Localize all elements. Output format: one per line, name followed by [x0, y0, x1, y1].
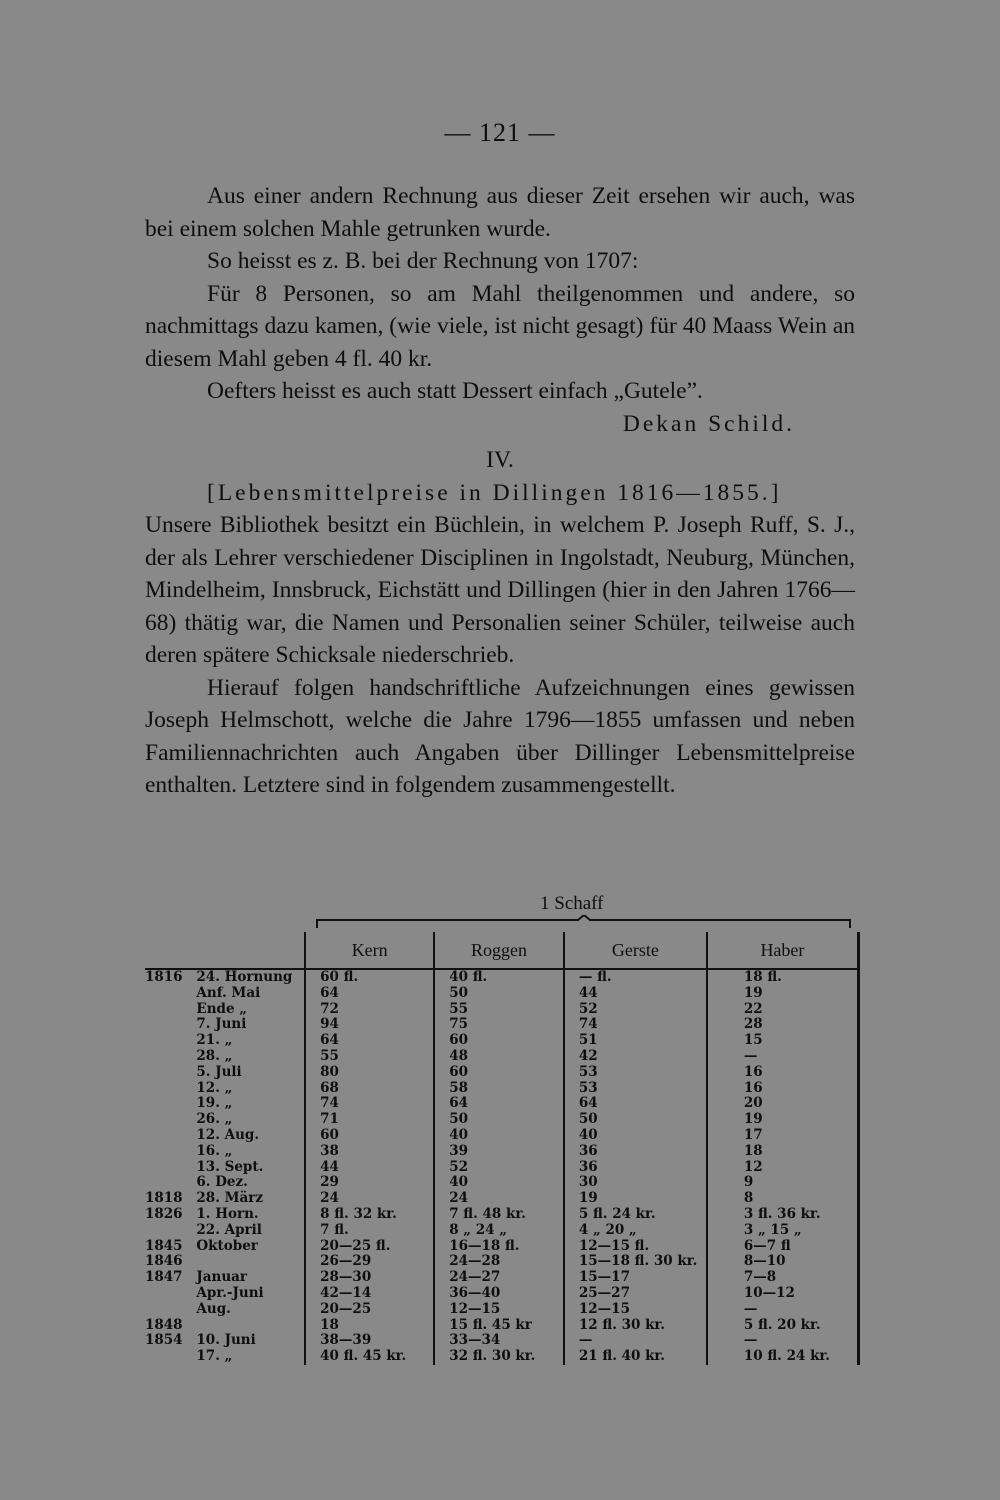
- roggen-price: 24—28: [434, 1254, 564, 1270]
- table-row: [145, 969, 859, 986]
- haber-price: 19: [707, 986, 859, 1002]
- haber-price: 28: [707, 1017, 859, 1033]
- haber-price: 20: [707, 1096, 859, 1112]
- row-year: [145, 1223, 193, 1239]
- haber-price: —: [707, 1049, 859, 1065]
- table-row: [145, 1017, 859, 1033]
- roggen-price: 12—15: [434, 1302, 564, 1318]
- kern-price: 40 fl. 45 kr.: [305, 1349, 434, 1365]
- row-year: [145, 986, 193, 1002]
- row-date: 28. „: [193, 1049, 305, 1065]
- row-year: 1818: [145, 1190, 183, 1207]
- table-row: [145, 1081, 859, 1097]
- roggen-price: 8 „ 24 „: [434, 1223, 564, 1239]
- kern-price: 80: [305, 1065, 434, 1081]
- gerste-price: 12—15 fl.: [564, 1239, 707, 1255]
- haber-price: 15: [707, 1033, 859, 1049]
- table-row: [145, 986, 859, 1002]
- kern-price: 72: [305, 1002, 434, 1018]
- roggen-price: 60: [434, 1065, 564, 1081]
- row-year: [145, 1175, 193, 1191]
- row-date: 16. „: [193, 1144, 305, 1160]
- kern-price: 44: [305, 1160, 434, 1176]
- row-date: 26. „: [193, 1112, 305, 1128]
- haber-price: 18 fl.: [707, 969, 859, 986]
- table-row: [145, 1270, 859, 1286]
- kern-price: 20—25: [305, 1302, 434, 1318]
- table-row: [145, 1033, 859, 1049]
- kern-price: 55: [305, 1049, 434, 1065]
- column-header: Kern: [305, 932, 434, 969]
- table-row: [145, 1318, 859, 1334]
- table-row: [145, 1191, 859, 1207]
- gerste-price: —: [564, 1333, 707, 1349]
- haber-price: 18: [707, 1144, 859, 1160]
- row-date: 7. Juni: [193, 1017, 305, 1033]
- roggen-price: 39: [434, 1144, 564, 1160]
- table-row: [145, 1002, 859, 1018]
- table-row: [145, 1175, 859, 1191]
- kern-price: 74: [305, 1096, 434, 1112]
- row-year: [145, 1128, 193, 1144]
- gerste-price: 15—17: [564, 1270, 707, 1286]
- gerste-price: 51: [564, 1033, 707, 1049]
- haber-price: 22: [707, 1002, 859, 1018]
- row-year: 1854: [145, 1332, 183, 1349]
- row-year: 1846: [145, 1253, 183, 1270]
- table-unit-label: 1 Schaff: [540, 893, 604, 914]
- haber-price: 16: [707, 1065, 859, 1081]
- haber-price: 10—12: [707, 1286, 859, 1302]
- row-date: 21. „: [193, 1033, 305, 1049]
- row-year: [145, 1160, 193, 1176]
- row-date: 6. Dez.: [193, 1175, 305, 1191]
- price-table: [145, 932, 860, 1365]
- kern-price: 68: [305, 1081, 434, 1097]
- row-year: 1816: [145, 969, 193, 986]
- table-row: [145, 1112, 859, 1128]
- kern-price: 38—39: [305, 1333, 434, 1349]
- roggen-price: 7 fl. 48 kr.: [434, 1207, 564, 1223]
- roggen-price: 24—27: [434, 1270, 564, 1286]
- row-year: [145, 1349, 193, 1365]
- roggen-price: 36—40: [434, 1286, 564, 1302]
- paragraph-6: Hierauf folgen handschriftliche Aufzeichnungen eines gewissen Joseph Helmschott, welche die Jahre 1796—1855 umfassen und neben Familiennachrichten auch Angaben über Dillinger Lebensmittelpreise enthalten. Letztere sind in folgendem zusammengestellt.: [145, 674, 855, 798]
- paragraph-3: Für 8 Personen, so am Mahl theilgenommen und andere, so nachmittags dazu kamen, (wie viele, ist nicht gesagt) für 40 Maass Wein an diesem Mahl geben 4 fl. 40 kr.: [145, 280, 855, 372]
- gerste-price: 30: [564, 1175, 707, 1191]
- row-date: Apr.-Juni: [193, 1286, 305, 1302]
- kern-price: 42—14: [305, 1286, 434, 1302]
- row-year: [145, 1144, 193, 1160]
- table-row: [145, 1349, 859, 1365]
- roggen-price: 64: [434, 1096, 564, 1112]
- table-row: [145, 1239, 859, 1255]
- row-year: 1847: [145, 1269, 183, 1286]
- gerste-price: 53: [564, 1065, 707, 1081]
- row-date: 13. Sept.: [193, 1160, 305, 1176]
- roggen-price: 15 fl. 45 kr: [434, 1318, 564, 1334]
- kern-price: 60 fl.: [305, 969, 434, 986]
- roggen-price: 55: [434, 1002, 564, 1018]
- haber-price: 17: [707, 1128, 859, 1144]
- haber-price: —: [707, 1302, 859, 1318]
- table-row: [145, 1223, 859, 1239]
- row-year: [145, 1302, 193, 1318]
- table-row: [145, 1160, 859, 1176]
- paragraph-2: So heisst es z. B. bei der Rechnung von 1707:: [207, 248, 639, 274]
- row-year: [145, 1002, 193, 1018]
- roggen-price: 40: [434, 1128, 564, 1144]
- row-date: 5. Juli: [193, 1065, 305, 1081]
- kern-price: 18: [305, 1318, 434, 1334]
- row-date: Anf. Mai: [193, 986, 305, 1002]
- paragraph-1: Aus einer andern Rechnung aus dieser Zeit ersehen wir auch, was bei einem solchen Mahle getrunken wurde.: [145, 183, 855, 242]
- haber-price: 3 „ 15 „: [707, 1223, 859, 1239]
- row-date: 28. März: [193, 1191, 305, 1207]
- haber-price: 3 fl. 36 kr.: [707, 1207, 859, 1223]
- row-date: 10. Juni: [193, 1333, 305, 1349]
- gerste-price: 50: [564, 1112, 707, 1128]
- row-year: [145, 1033, 193, 1049]
- row-date: [193, 1318, 305, 1334]
- page-number: — 121 —: [444, 118, 556, 147]
- gerste-price: 15—18 fl. 30 kr.: [564, 1254, 707, 1270]
- haber-price: 6—7 fl: [707, 1239, 859, 1255]
- section-number: IV.: [486, 447, 514, 473]
- roggen-price: 60: [434, 1033, 564, 1049]
- row-year: [145, 1065, 193, 1081]
- row-year: [145, 1096, 193, 1112]
- row-date: 24. Hornung: [193, 969, 305, 986]
- gerste-price: 64: [564, 1096, 707, 1112]
- kern-price: 20—25 fl.: [305, 1239, 434, 1255]
- body-text: [145, 180, 855, 802]
- kern-price: 38: [305, 1144, 434, 1160]
- roggen-price: 50: [434, 1112, 564, 1128]
- gerste-price: 4 „ 20 „: [564, 1223, 707, 1239]
- row-date: 22. April: [193, 1223, 305, 1239]
- gerste-price: 40: [564, 1128, 707, 1144]
- column-header: Gerste: [564, 932, 707, 969]
- table-row: [145, 1254, 859, 1270]
- roggen-price: 58: [434, 1081, 564, 1097]
- table-body: [145, 969, 859, 1365]
- table-header-row: [145, 932, 859, 969]
- row-date: Januar: [193, 1270, 305, 1286]
- gerste-price: 52: [564, 1002, 707, 1018]
- gerste-price: 36: [564, 1144, 707, 1160]
- roggen-price: 16—18 fl.: [434, 1239, 564, 1255]
- gerste-price: 42: [564, 1049, 707, 1065]
- paragraph-4: Oefters heisst es auch statt Dessert einfach „Gutele”.: [207, 378, 703, 404]
- row-date: 17. „: [193, 1349, 305, 1365]
- row-year: 1848: [145, 1316, 183, 1333]
- gerste-price: 36: [564, 1160, 707, 1176]
- table-row: [145, 1207, 859, 1223]
- row-year: [145, 1081, 193, 1097]
- row-year: 1826: [145, 1205, 183, 1222]
- haber-price: 7—8: [707, 1270, 859, 1286]
- haber-price: 12: [707, 1160, 859, 1176]
- row-date: 19. „: [193, 1096, 305, 1112]
- column-header: Roggen: [434, 932, 564, 969]
- header-blank: [145, 932, 305, 969]
- row-date: Aug.: [193, 1302, 305, 1318]
- kern-price: 71: [305, 1112, 434, 1128]
- gerste-price: 12 fl. 30 kr.: [564, 1318, 707, 1334]
- roggen-price: 52: [434, 1160, 564, 1176]
- kern-price: 7 fl.: [305, 1223, 434, 1239]
- row-date: Oktober: [193, 1239, 305, 1255]
- signature: Dekan Schild.: [622, 410, 795, 437]
- roggen-price: 32 fl. 30 kr.: [434, 1349, 564, 1365]
- kern-price: 64: [305, 986, 434, 1002]
- haber-price: 10 fl. 24 kr.: [707, 1349, 859, 1365]
- column-header: Haber: [707, 932, 859, 969]
- kern-price: 26—29: [305, 1254, 434, 1270]
- table-row: [145, 1049, 859, 1065]
- gerste-price: 19: [564, 1191, 707, 1207]
- roggen-price: 40: [434, 1175, 564, 1191]
- kern-price: 29: [305, 1175, 434, 1191]
- paragraph-5: Unsere Bibliothek besitzt ein Büchlein, in welchem P. Joseph Ruff, S. J., der als Lehrer verschiedener Disciplinen in Ingolstadt, Neuburg, München, Mindelheim, Innsbruck, Eichstätt und Dillingen (hier in den Jahren 1766—68) thätig war, die Namen und Personalien seiner Schüler, teilweise auch deren spätere Schicksale niederschrieb.: [145, 512, 855, 668]
- gerste-price: 53: [564, 1081, 707, 1097]
- gerste-price: 44: [564, 986, 707, 1002]
- roggen-price: 24: [434, 1191, 564, 1207]
- haber-price: 9: [707, 1175, 859, 1191]
- row-year: [145, 1049, 193, 1065]
- row-year: [145, 1017, 193, 1033]
- table-row: [145, 1128, 859, 1144]
- haber-price: 19: [707, 1112, 859, 1128]
- kern-price: 28—30: [305, 1270, 434, 1286]
- table-row: [145, 1096, 859, 1112]
- haber-price: 8—10: [707, 1254, 859, 1270]
- table-row: [145, 1333, 859, 1349]
- brace-icon: [316, 915, 852, 929]
- gerste-price: 25—27: [564, 1286, 707, 1302]
- gerste-price: 74: [564, 1017, 707, 1033]
- roggen-price: 40 fl.: [434, 969, 564, 986]
- haber-price: —: [707, 1333, 859, 1349]
- row-date: 12. „: [193, 1081, 305, 1097]
- table-row: [145, 1144, 859, 1160]
- row-date: 12. Aug.: [193, 1128, 305, 1144]
- row-year: [145, 1286, 193, 1302]
- haber-price: 16: [707, 1081, 859, 1097]
- kern-price: 94: [305, 1017, 434, 1033]
- table-row: [145, 1286, 859, 1302]
- gerste-price: — fl.: [564, 969, 707, 986]
- table-row: [145, 1065, 859, 1081]
- gerste-price: 12—15: [564, 1302, 707, 1318]
- haber-price: 8: [707, 1191, 859, 1207]
- row-date: Ende „: [193, 1002, 305, 1018]
- kern-price: 64: [305, 1033, 434, 1049]
- row-date: [193, 1254, 305, 1270]
- row-year: [145, 1112, 193, 1128]
- roggen-price: 50: [434, 986, 564, 1002]
- kern-price: 8 fl. 32 kr.: [305, 1207, 434, 1223]
- gerste-price: 5 fl. 24 kr.: [564, 1207, 707, 1223]
- row-year: 1845: [145, 1237, 183, 1254]
- roggen-price: 33—34: [434, 1333, 564, 1349]
- haber-price: 5 fl. 20 kr.: [707, 1318, 859, 1334]
- section-title: [Lebensmittelpreise in Dillingen 1816—1855.]: [207, 479, 782, 506]
- kern-price: 24: [305, 1191, 434, 1207]
- row-date: 1. Horn.: [193, 1207, 305, 1223]
- table-row: [145, 1302, 859, 1318]
- gerste-price: 21 fl. 40 kr.: [564, 1349, 707, 1365]
- roggen-price: 48: [434, 1049, 564, 1065]
- roggen-price: 75: [434, 1017, 564, 1033]
- kern-price: 60: [305, 1128, 434, 1144]
